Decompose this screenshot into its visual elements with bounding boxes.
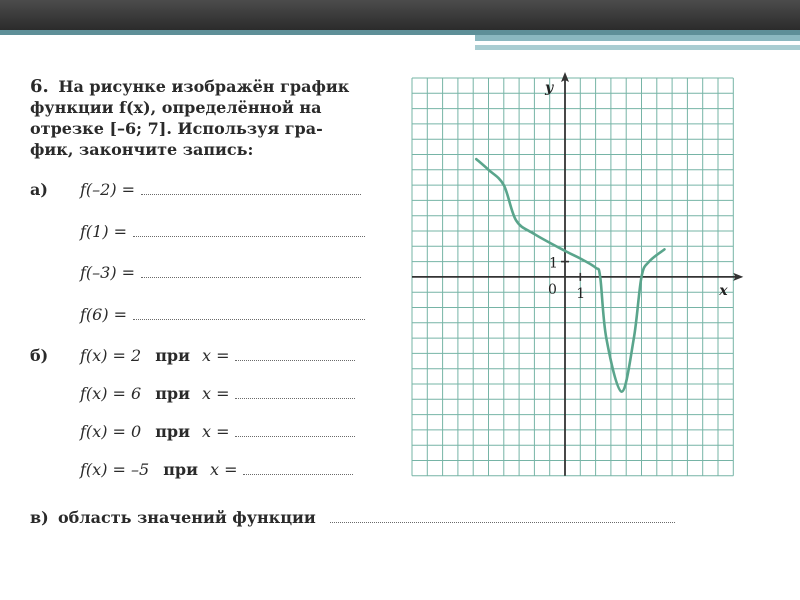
answer-row-b1: [30, 346, 355, 365]
task-number: 6.: [30, 76, 49, 97]
x-axis-label: x: [719, 282, 728, 299]
answer-blank[interactable]: [235, 424, 355, 437]
answer-blank[interactable]: [133, 224, 365, 237]
function-curve: [476, 159, 664, 392]
slide-accent-strip-secondary: [475, 45, 800, 50]
answer-blank[interactable]: [243, 462, 353, 475]
expression: f(1) =: [80, 222, 128, 241]
condition: f(x) = –5: [80, 460, 150, 479]
variable: x =: [201, 346, 230, 365]
condition: f(x) = 0: [80, 422, 142, 441]
expression: f(–2) =: [80, 180, 136, 199]
answer-row-a1: [30, 180, 361, 199]
answer-row-a2: [30, 222, 365, 241]
function-graph: [400, 68, 745, 478]
task-statement: [30, 76, 395, 160]
graph-axes: [412, 72, 743, 476]
condition: f(x) = 6: [80, 384, 142, 403]
x-unit-label: 1: [576, 285, 586, 302]
y-unit-label: 1: [549, 255, 558, 272]
pri-word: при: [163, 460, 198, 479]
answer-row-c: [30, 508, 675, 527]
answer-row-b3: [30, 422, 355, 441]
answer-row-b2: [30, 384, 355, 403]
variable: x =: [201, 384, 230, 403]
condition: f(x) = 2: [80, 346, 142, 365]
slide-top-bar: [0, 0, 800, 30]
answer-row-a3: [30, 263, 361, 282]
origin-label: 0: [548, 281, 557, 298]
expression: f(–3) =: [80, 263, 136, 282]
pri-word: при: [155, 346, 190, 365]
answer-row-a4: [30, 305, 365, 324]
variable: x =: [201, 422, 230, 441]
y-axis-label: y: [545, 80, 554, 96]
answer-blank[interactable]: [141, 265, 361, 278]
slide-accent-strip: [475, 35, 800, 41]
task-line-3: отрезке [–6; 7]. Используя гра-: [30, 119, 323, 138]
range-prompt: область значений функции: [58, 508, 316, 527]
answer-blank[interactable]: [235, 348, 355, 361]
pri-word: при: [155, 384, 190, 403]
expression: f(6) =: [80, 305, 128, 324]
answer-blank[interactable]: [330, 510, 675, 523]
answer-blank[interactable]: [133, 307, 365, 320]
part-a-label: а): [30, 180, 48, 199]
task-line-2: функции f(x), определённой на: [30, 98, 322, 117]
task-line-4: фик, закончите запись:: [30, 140, 254, 159]
variable: x =: [209, 460, 238, 479]
task-line-text: На рисунке изображён график: [58, 77, 350, 96]
answer-blank[interactable]: [141, 182, 361, 195]
pri-word: при: [155, 422, 190, 441]
answer-row-b4: [30, 460, 353, 479]
part-c-label: в): [30, 508, 49, 527]
part-b-label: б): [30, 346, 49, 365]
answer-blank[interactable]: [235, 386, 355, 399]
task-line-1: [30, 76, 395, 97]
